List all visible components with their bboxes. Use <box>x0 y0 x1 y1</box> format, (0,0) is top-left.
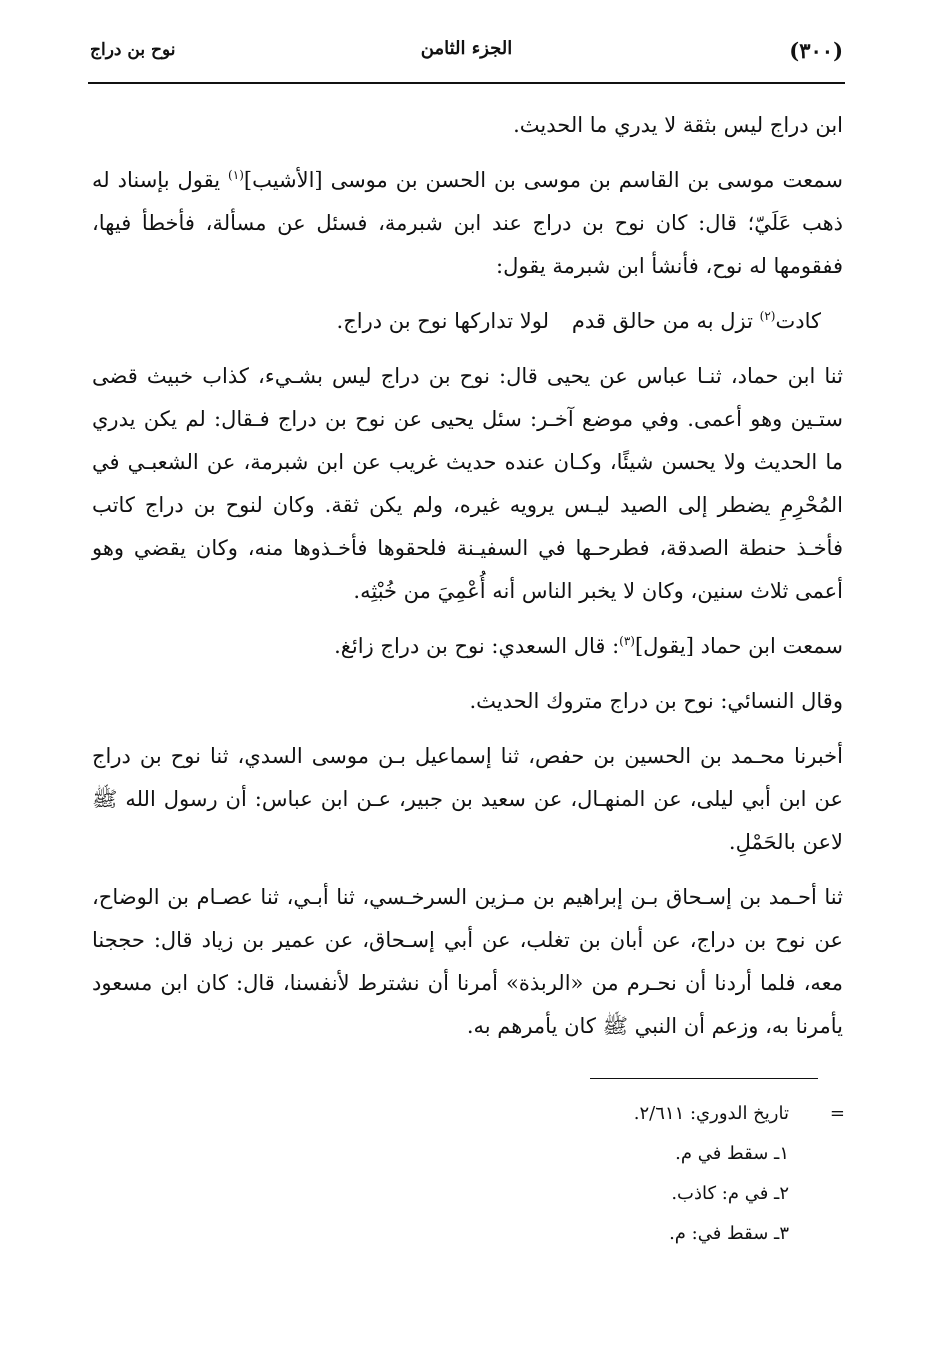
page-number: (٣٠٠) <box>789 38 843 63</box>
paragraph-4-rest: : قال السعدي: نوح بن دراج زائغ. <box>334 634 620 658</box>
footnote-ref-2: (٢) <box>759 309 776 323</box>
main-text <box>92 104 843 1060</box>
paragraph-4 <box>92 625 843 668</box>
paragraph-3: ثنا ابن حماد، ثنـا عباس عن يحيى قال: نوح بن دراج ليس بشـيء، كذاب خبيث قضى ستـين وهو أعمى. وفي موضع آخـر: سئل يحيى عن نوح بن دراج فـقال: لم يكن يدري ما الحديث ولا يحسن شيئًا، وكـان عنده حديث غريب عن ابن شبرمة، عن الشعبـي في المُحْرِمِ يضطر إلى الصيد ليـس يرويه غيره، ولم يكن ثقة. وكان لنوح بن دراج كاتب فأخـذ حنطة الصدقة، فطرحـها في السفيـنة فلحقوها فأخـذوها منه، وكان يقضي وهو أعمى ثلاث سنين، وكان لا يخبر الناس أنه أُعْمِيَ من خُبْثِه. <box>92 364 843 603</box>
header-rule <box>88 82 845 84</box>
part-title: الجزء الثامن <box>420 38 513 59</box>
paragraph-2 <box>92 159 843 288</box>
footnote-3: ٣ـ سقط في: م. <box>669 1223 789 1244</box>
verse-second-hemistich: لولا تداركها نوح بن دراج. <box>336 309 549 333</box>
paragraph-7: ثنا أحـمد بن إسـحاق بـن إبراهيم بن مـزين السرخـسي، ثنا أبـي، ثنا عصـام بن الوضاح، عن نوح بن دراج، عن أبان بن تغلب، عن أبي إسـحاق، عن عمير بن زياد قال: حججنا معه، فلما أردنا أن نحـرم من «الربذة» أمرنا أن نشترط لأنفسنا، قال: كان ابن مسعود يأمرنا به، وزعم أن النبي ﷺ كان يأمرهم به. <box>92 885 843 1038</box>
footnotes <box>545 1094 845 1254</box>
verse-h1-rest: تزل به من حالق قدم <box>571 309 760 333</box>
paragraph-6: أخبرنا محـمد بن الحسين بن حفص، ثنا إسماعيل بـن موسى السدي، ثنا نوح بن دراج عن ابن أبي ليلى، عن المنهـال، عن سعيد بن جبير، عـن ابن عباس: أن رسول الله ﷺ لاعن بالحَمْلِ. <box>92 744 843 854</box>
running-header <box>90 36 843 76</box>
footnote-2: ٢ـ في م: كاذب. <box>671 1183 789 1204</box>
paragraph-4-start: سمعت ابن حماد [يقول] <box>634 634 843 658</box>
paragraph-1: ابن دراج ليس بثقة لا يدري ما الحديث. <box>513 113 843 137</box>
footnote-ref-3: (٣) <box>619 634 635 648</box>
poem-verse <box>92 300 843 343</box>
paragraph-2-rest: يقول بإسناد له ذهب عَلَيّ؛ قال: كان نوح بن دراج عند ابن شبرمة، فسئل عن مسألة، فأخطأ فيها، ففقومها له نوح، فأنشأ ابن شبرمة يقول: <box>92 168 843 278</box>
continuation-mark: = <box>829 1103 845 1124</box>
footnote-continued <box>545 1094 845 1134</box>
footnote-ref-1: (١) <box>228 168 244 182</box>
footnote-rule <box>590 1078 818 1079</box>
footnote-continued-text: تاريخ الدوري: ٢/٦١١. <box>633 1103 789 1124</box>
paragraph-5: وقال النسائي: نوح بن دراج متروك الحديث. <box>469 689 843 713</box>
entry-name: نوح بن دراج <box>90 40 176 60</box>
footnote-1: ١ـ سقط في م. <box>675 1143 789 1164</box>
paragraph-2-start: سمعت موسى بن القاسم بن موسى بن الحسن بن موسى [الأشيب] <box>243 168 843 192</box>
verse-h1-start: كادت <box>775 309 821 333</box>
verse-first-hemistich <box>549 300 821 343</box>
